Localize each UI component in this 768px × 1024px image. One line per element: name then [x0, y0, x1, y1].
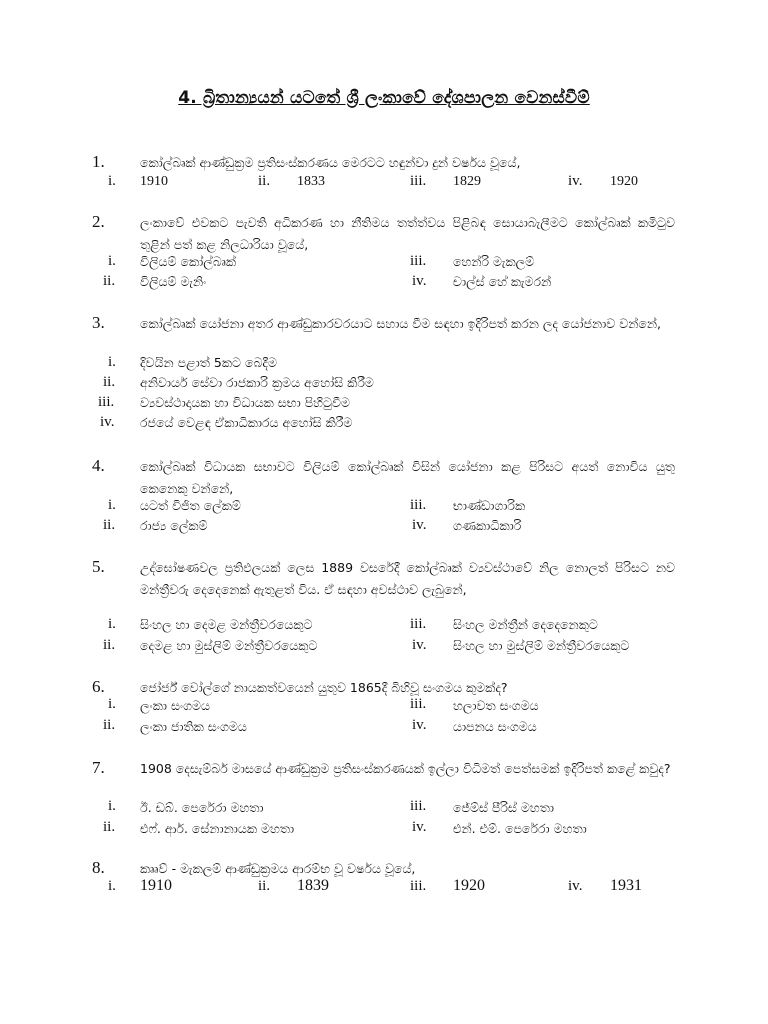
option-text: 1833 [297, 174, 325, 189]
option-text: එෆ්. ආර්. සේනානායක මහතා [140, 821, 295, 836]
question-text: කෝල්බෘක් ආණ්ඩුක්‍රම ප්‍රතිසංස්කරණය මෙරටට හඳුන්වා දුන් වර්ෂය වූයේ, [140, 155, 521, 170]
option-roman: iii. [410, 253, 427, 269]
option-text: ලංකා සංගමය [140, 698, 211, 713]
option-text: සිංහල හා මුස්ලිම් මන්ත්‍රීවරයෙකුට [453, 638, 630, 653]
option-text: ඊ. ඩබ්. පෙරේරා මහතා [140, 800, 264, 815]
question-text: කෝල්බෘක් යෝජනා අතර ආණ්ඩුකාරවරයාට සහාය වීම සඳහා ඉදිරිපත් කරන ලද යෝජනාව වන්නේ, [140, 316, 662, 331]
question-number: 8. [92, 858, 105, 877]
option-roman: iv. [412, 819, 427, 835]
question-number: 7. [92, 758, 105, 777]
option-text: 1931 [610, 877, 642, 894]
option-roman: iii. [410, 696, 427, 712]
option-text: දිවයින පළාත් 5කට බෙදීම [140, 355, 277, 370]
option-text: 1910 [140, 174, 168, 189]
option-roman: iii. [410, 798, 427, 814]
question-text: 1908 දෙසැම්බර් මාසයේ ආණ්ඩුක්‍රම ප්‍රතිසංස්කරණයක් ඉල්ලා විධිමත් පෙත්සමක් ඉදිරිපත් කළේ කවුද? [140, 761, 671, 776]
option-roman: iv. [100, 414, 115, 430]
option-roman: iii. [410, 616, 427, 632]
option-roman: i. [108, 497, 116, 513]
option-text: 1839 [297, 877, 329, 894]
option-roman: iv. [412, 517, 427, 533]
option-text: අනිවාර්ය සේවා රාජකාරි ක්‍රමය අහෝසි කිරීම [140, 375, 374, 390]
option-roman: ii. [103, 374, 116, 390]
question-number: 1. [92, 152, 105, 171]
option-text: හෙන්රි මැකලම් [453, 254, 535, 269]
option-roman: i. [108, 253, 116, 269]
option-roman: i. [108, 616, 116, 632]
question-number: 6. [92, 677, 105, 696]
option-text: යටත් විජිත ලේකම් [140, 498, 241, 513]
option-roman: ii. [103, 819, 116, 835]
option-roman: ii. [103, 717, 116, 733]
option-text: සිංහල මන්ත්‍රීන් දෙදෙනෙකුට [453, 617, 598, 632]
option-roman: i. [108, 354, 116, 370]
option-roman: iv. [568, 878, 583, 894]
option-roman: i. [108, 173, 116, 189]
option-text: චාල්ස් හේ කැමරන් [453, 274, 552, 289]
question-text: ජෝර්ජ් වෝල්ගේ නායකත්වයෙන් යුතුව 1865දී බිහිවූ සංගමය කුමක්ද? [140, 680, 508, 695]
option-roman: iii. [410, 497, 427, 513]
question-number: 5. [92, 557, 105, 576]
option-roman: iv. [568, 173, 583, 189]
option-roman: iv. [412, 273, 427, 289]
option-roman: i. [108, 878, 116, 894]
question-number: 3. [92, 313, 105, 332]
question-text: ලංකාවේ එවකට පැවති අධිකරණ හා නීතිමය තත්ත්වය පිළිබඳ සොයාබැලීමට කෝල්බෘක් කමිටුව තුළින් පත් කළ නිලධාරියා වූයේ, [140, 215, 675, 252]
option-roman: iii. [410, 878, 427, 894]
option-text: 1829 [453, 174, 481, 189]
option-text: විලියම් කෝල්බෘක් [140, 254, 236, 269]
question-number: 2. [92, 212, 105, 231]
option-roman: ii. [103, 273, 116, 289]
option-text: විලියම් මැනිං [140, 274, 207, 289]
option-text: යාපනය සංගමය [453, 719, 537, 734]
option-text: එන්. එම්. පෙරේරා මහතා [453, 821, 587, 836]
option-roman: iii. [98, 394, 115, 410]
option-roman: ii. [258, 878, 271, 894]
option-text: රජයේ වෙළඳ ඒකාධිකාරය අහෝසි කිරීම [140, 415, 353, 430]
question-text: කෲව් - මැකලම් ආණ්ඩුක්‍රමය ආරම්භ වූ වර්ෂය වූයේ, [140, 861, 416, 876]
question-text: කෝල්බෘක් විධායක සභාවට විලියම් කෝල්බෘක් විසින් යෝජනා කළ පිරිසට අයත් නොවිය යුතු කෙනෙකු වන්නේ, [140, 459, 675, 496]
option-roman: i. [108, 696, 116, 712]
option-roman: ii. [103, 517, 116, 533]
question-number: 4. [92, 456, 105, 475]
option-roman: iv. [412, 717, 427, 733]
option-text: දෙමළ හා මුස්ලිම් මන්ත්‍රීවරයෙකුට [140, 638, 318, 653]
option-text: රාජ්‍ය ලේකම් [140, 518, 208, 533]
option-text: 1920 [453, 877, 485, 894]
option-text: 1920 [610, 174, 638, 189]
option-roman: ii. [103, 637, 116, 653]
option-text: ජේම්ස් පීරිස් මහතා [453, 800, 554, 815]
option-text: ලංකා ජාතික සංගමය [140, 719, 247, 734]
option-text: භාණ්ඩාගාරික [453, 498, 526, 513]
option-text: ව්‍යවස්ථාදායක හා විධායක සභා පිහිටුවීම [140, 395, 350, 410]
option-text: 1910 [140, 877, 172, 894]
option-text: සිංහල හා දෙමළ මන්ත්‍රීවරයෙකුට [140, 617, 313, 632]
option-roman: ii. [258, 173, 271, 189]
page-title: 4. බ්‍රිතාන්‍යයන් යටතේ ශ්‍රී ලංකාවේ දේශපාලන වෙනස්වීම් [178, 88, 590, 108]
option-text: හලාවත සංගමය [453, 698, 539, 713]
option-roman: iii. [410, 173, 427, 189]
option-text: ගණකාධිකාරි [453, 518, 522, 533]
question-text: උද්ඝෝෂණවල ප්‍රතිඵලයක් ලෙස 1889 වසරේදී කෝල්බෘක් ව්‍යවස්ථාවේ නිල නොලත් පිරිසට නව මන්ත්‍රීවරු දෙදෙනෙක් ඇතුළත් විය. ඒ සඳහා අවස්ථාව ලැබුනේ, [140, 560, 675, 597]
option-roman: iv. [412, 637, 427, 653]
option-roman: i. [108, 798, 116, 814]
